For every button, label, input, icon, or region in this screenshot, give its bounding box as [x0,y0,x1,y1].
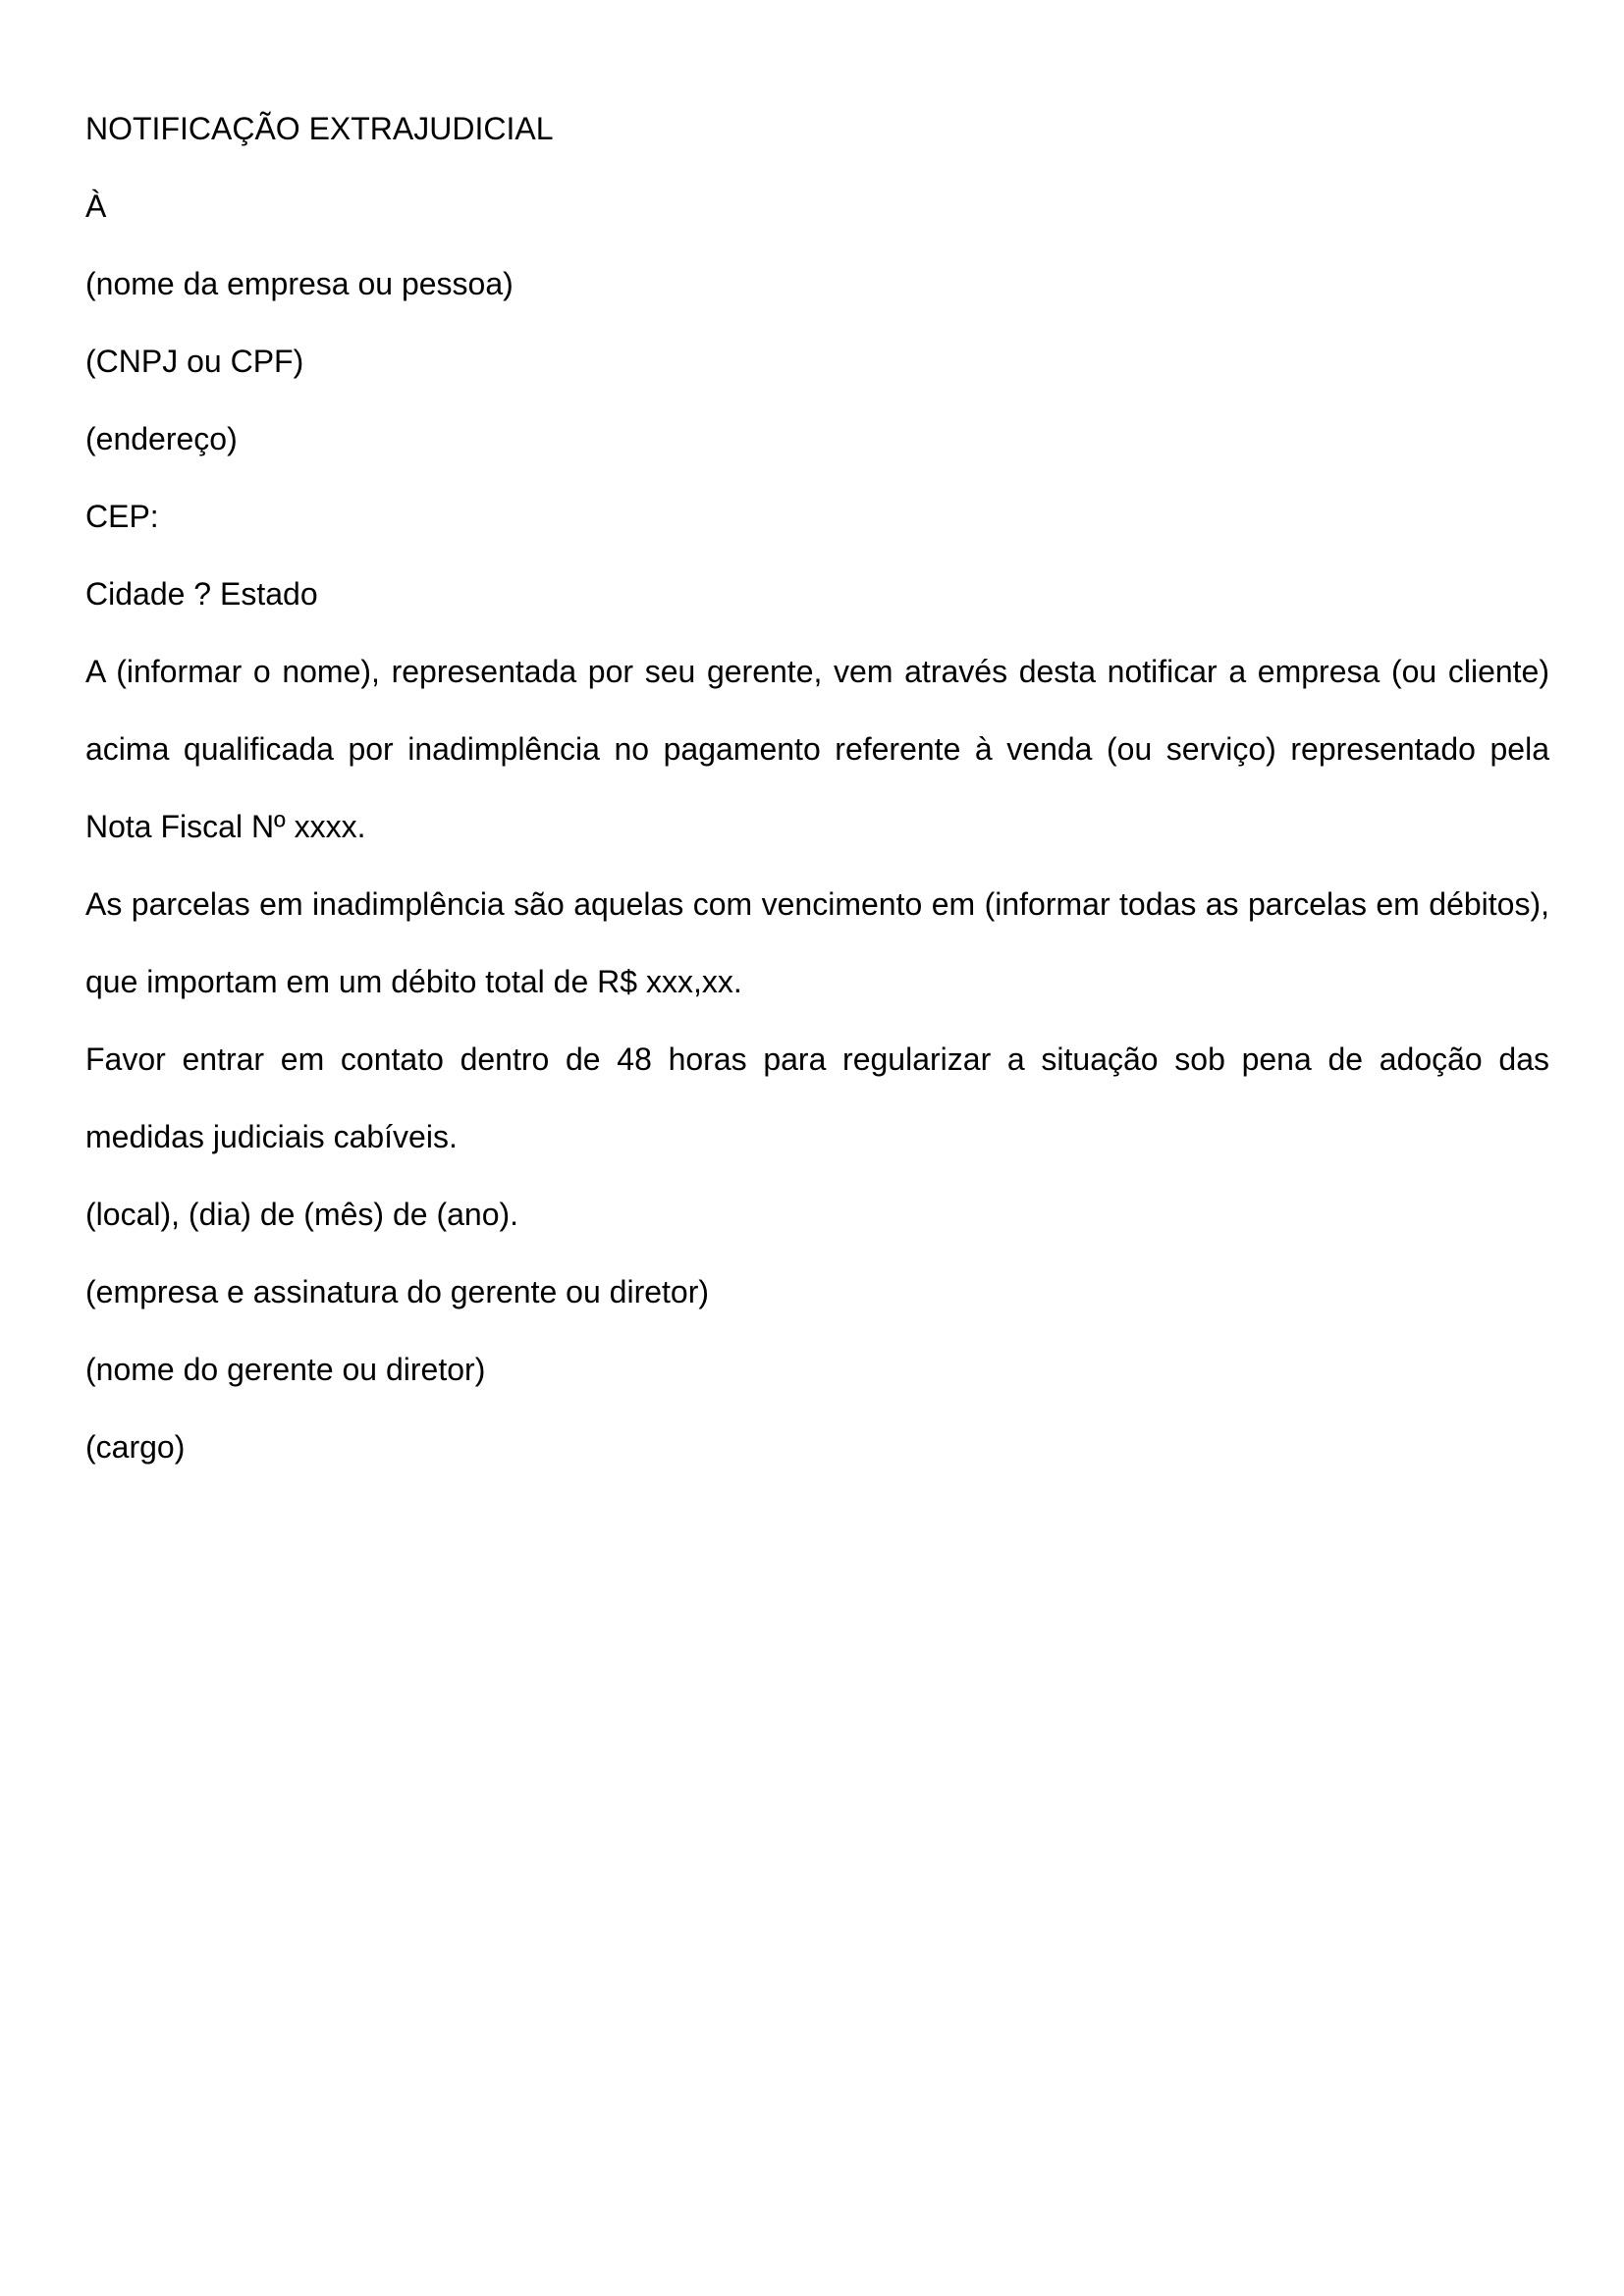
closing-signer-role: (cargo) [85,1429,186,1465]
closing-signer-name: (nome do gerente ou diretor) [85,1352,486,1387]
recipient-name: (nome da empresa ou pessoa) [85,266,514,301]
recipient-salutation: À [85,188,107,224]
body-paragraph-contact: Favor entrar em contato dentro de 48 horas para regularizar a situação sob pena de adoção das medidas judiciais cabíveis. [85,1041,1549,1154]
recipient-address: (endereço) [85,421,238,456]
recipient-city-state: Cidade ? Estado [85,576,318,612]
closing-signature: (empresa e assinatura do gerente ou diretor) [85,1274,710,1309]
document-page [85,90,1549,1486]
document-title: NOTIFICAÇÃO EXTRAJUDICIAL [85,111,554,146]
closing-place-date: (local), (dia) de (mês) de (ano). [85,1197,519,1232]
body-paragraph-notice: A (informar o nome), representada por seu gerente, vem através desta notificar a empresa (ou cliente) acima qualificada por inadimplência no pagamento referente à venda (ou serviço) representado pela Nota Fiscal Nº xxxx. [85,654,1549,844]
recipient-zip: CEP: [85,499,159,534]
recipient-id-number: (CNPJ ou CPF) [85,344,304,379]
body-paragraph-installments: As parcelas em inadimplência são aquelas com vencimento em (informar todas as parcelas em débitos), que importam em um débito total de R$ xxx,xx. [85,886,1549,999]
